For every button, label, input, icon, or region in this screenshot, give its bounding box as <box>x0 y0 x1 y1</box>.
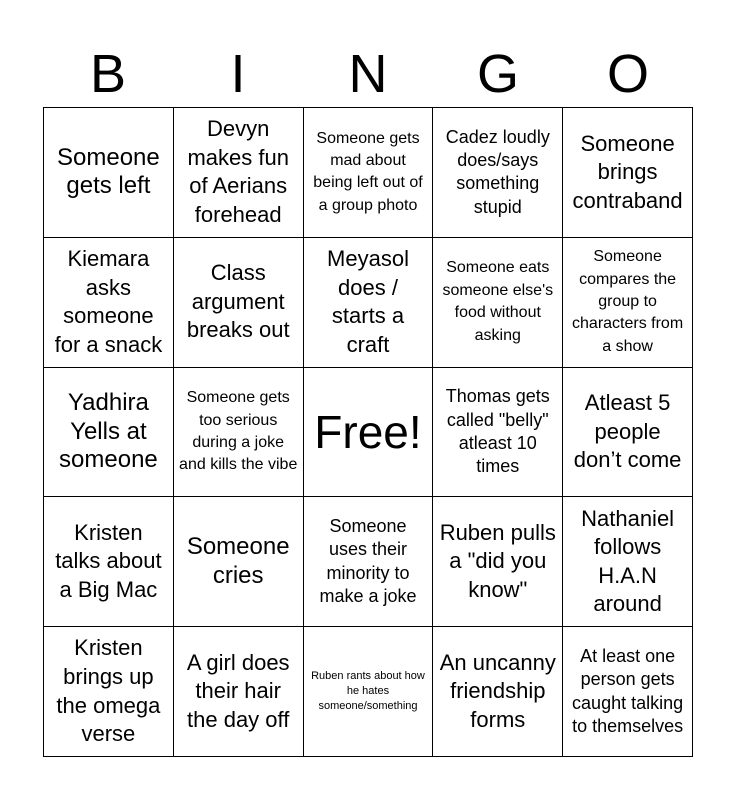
cell-text: Someone gets too serious during a joke and kills the vibe <box>179 389 298 474</box>
cell-text: A girl does their hair the day off <box>186 649 290 732</box>
bingo-cell[interactable] <box>44 497 174 627</box>
header-letter-n: N <box>348 44 388 104</box>
free-space-cell[interactable] <box>304 368 434 498</box>
cell-text: Ruben rants about how he hates someone/something <box>311 670 425 713</box>
cell-text: Ruben pulls a "did you know" <box>439 519 556 603</box>
bingo-cell[interactable] <box>433 108 563 238</box>
cell-text: Yadhira Yells at someone <box>59 388 158 474</box>
cell-text: Thomas gets called "belly" atleast 10 times <box>445 386 550 477</box>
bingo-cell[interactable] <box>174 108 304 238</box>
bingo-cell[interactable] <box>174 368 304 498</box>
cell-text: Someone gets left <box>57 143 160 200</box>
cell-text: Someone uses their minority to make a joke <box>319 516 417 607</box>
bingo-cell[interactable] <box>174 497 304 627</box>
bingo-cell[interactable] <box>44 627 174 757</box>
bingo-cell[interactable] <box>174 627 304 757</box>
cell-text: Devyn makes fun of Aerians forehead <box>187 116 289 227</box>
bingo-cell[interactable] <box>563 497 693 627</box>
cell-text: Kristen brings up the omega verse <box>56 635 161 747</box>
bingo-header <box>43 40 693 108</box>
bingo-cell[interactable] <box>563 627 693 757</box>
bingo-cell[interactable] <box>433 627 563 757</box>
bingo-board <box>43 107 693 757</box>
bingo-cell[interactable] <box>304 238 434 368</box>
cell-text: Someone cries <box>186 532 290 589</box>
bingo-cell[interactable] <box>433 238 563 368</box>
bingo-cell[interactable] <box>44 238 174 368</box>
cell-text: Someone eats someone else's food without asking <box>442 259 554 344</box>
header-letter-i: I <box>230 44 246 104</box>
bingo-cell[interactable] <box>563 238 693 368</box>
free-space-text: Free! <box>314 405 422 458</box>
cell-text: Someone gets mad about being left out of a group photo <box>313 129 423 214</box>
bingo-cell[interactable] <box>304 497 434 627</box>
header-letter-b: B <box>89 44 127 104</box>
bingo-cell[interactable] <box>563 368 693 498</box>
cell-text: Class argument breaks out <box>186 260 290 343</box>
cell-text: Meyasol does / starts a craft <box>327 246 409 357</box>
cell-text: Someone compares the group to characters from a show <box>572 248 684 355</box>
bingo-cell[interactable] <box>563 108 693 238</box>
bingo-cell[interactable] <box>44 108 174 238</box>
header-letter-o: O <box>606 44 649 104</box>
bingo-cell[interactable] <box>44 368 174 498</box>
cell-text: An uncanny friendship forms <box>439 649 556 732</box>
cell-text: At least one person gets caught talking to themselves <box>572 645 684 736</box>
bingo-cell[interactable] <box>433 497 563 627</box>
bingo-cell[interactable] <box>304 627 434 757</box>
header-letter-g: G <box>476 44 519 104</box>
bingo-cell[interactable] <box>304 108 434 238</box>
bingo-cell[interactable] <box>174 238 304 368</box>
cell-text: Kiemara asks someone for a snack <box>54 246 163 357</box>
cell-text: Someone brings contraband <box>572 130 683 213</box>
cell-text: Kristen talks about a Big Mac <box>55 519 162 603</box>
cell-text: Atleast 5 people don’t come <box>573 390 682 473</box>
cell-text: Nathaniel follows H.A.N around <box>581 505 675 617</box>
bingo-cell[interactable] <box>433 368 563 498</box>
cell-text: Cadez loudly does/says something stupid <box>445 126 550 217</box>
